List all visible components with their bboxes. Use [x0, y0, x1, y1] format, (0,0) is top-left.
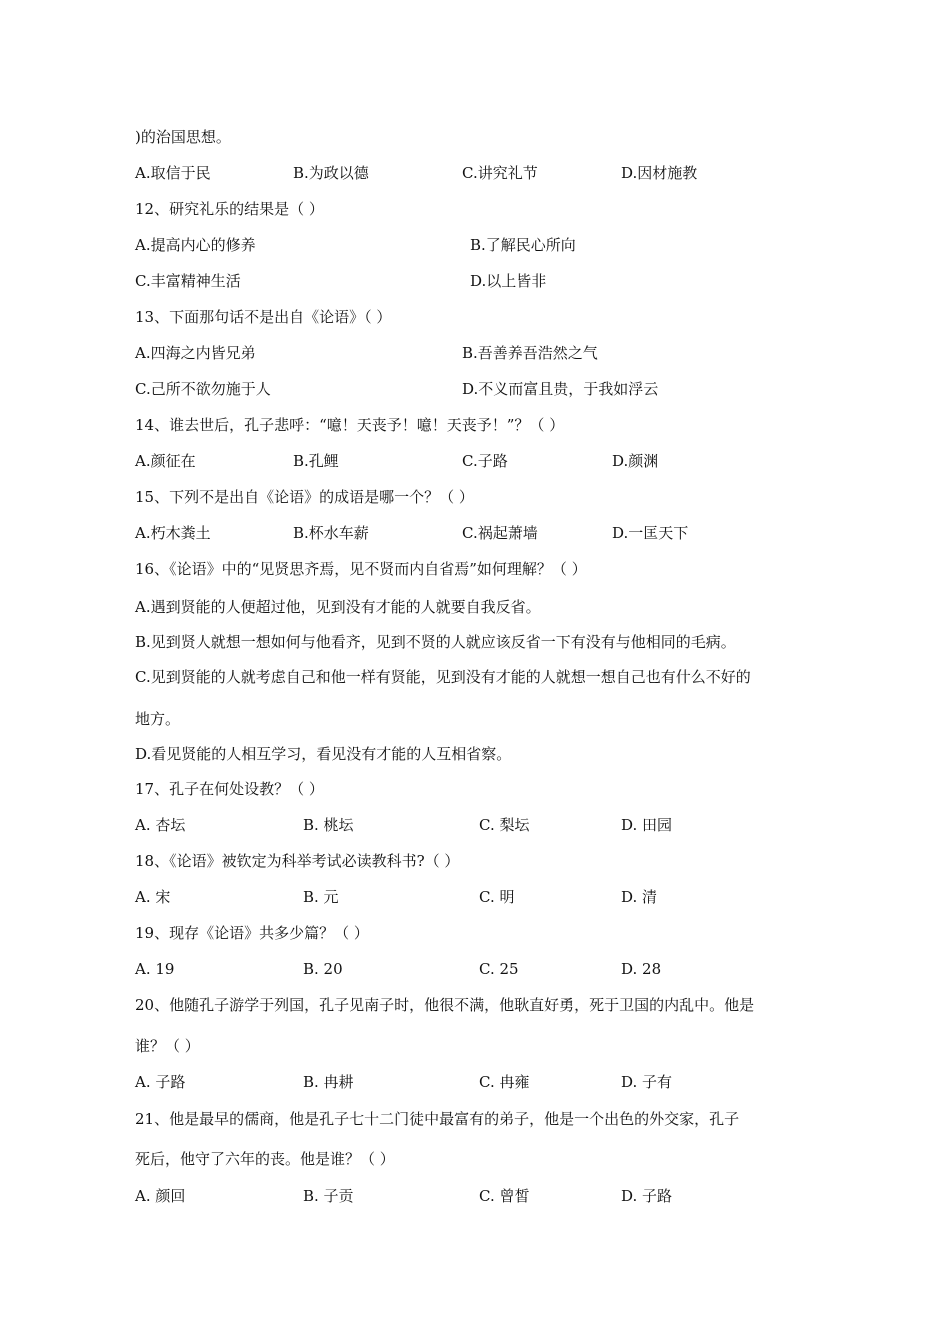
- q13-option-d: D.不义而富且贵，于我如浮云: [462, 380, 659, 398]
- q16-option-c: C.见到贤能的人就考虑自己和他一样有贤能，见到没有才能的人就想一想自己也有什么不好的: [135, 668, 751, 686]
- q20-option-a: A. 子路: [135, 1073, 186, 1091]
- q13-stem: 13、下面那句话不是出自《论语》（ ）: [135, 308, 392, 326]
- q11-option-c: C.讲究礼节: [462, 164, 538, 182]
- q16-option-a: A.遇到贤能的人便超过他，见到没有才能的人就要自我反省。: [135, 598, 541, 616]
- q15-option-d: D.一匡天下: [612, 524, 689, 542]
- q19-option-b: B. 20: [303, 960, 343, 978]
- q17-option-b: B. 桃坛: [303, 816, 354, 834]
- q18-stem: 18、《论语》被钦定为科举考试必读教科书?（ ）: [135, 852, 460, 870]
- q12-option-b: B.了解民心所向: [470, 236, 576, 254]
- q14-stem: 14、谁去世后，孔子悲呼：“噫！天丧予！噫！天丧予！”？（ ）: [135, 416, 565, 434]
- q19-option-d: D. 28: [621, 960, 662, 978]
- q11-option-d: D.因材施教: [621, 164, 698, 182]
- q21-stem: 21、他是最早的儒商，他是孔子七十二门徒中最富有的弟子，他是一个出色的外交家，孔子: [135, 1110, 740, 1128]
- q11-option-b: B.为政以德: [293, 164, 369, 182]
- q13-option-c: C.己所不欲勿施于人: [135, 380, 271, 398]
- q15-stem: 15、下列不是出自《论语》的成语是哪一个？（ ）: [135, 488, 474, 506]
- q18-option-b: B. 元: [303, 888, 339, 906]
- q20-option-b: B. 冉耕: [303, 1073, 354, 1091]
- q20-stem: 20、他随孔子游学于列国，孔子见南子时，他很不满，他耿直好勇，死于卫国的内乱中。他是: [135, 996, 755, 1014]
- q20-option-c: C. 冉雍: [479, 1073, 530, 1091]
- q20-stem-continued: 谁？（ ）: [135, 1037, 200, 1055]
- q21-option-c: C. 曾皙: [479, 1187, 530, 1205]
- q13-option-b: B.吾善养吾浩然之气: [462, 344, 598, 362]
- q11-option-a: A.取信于民: [135, 164, 211, 182]
- q14-option-c: C.子路: [462, 452, 508, 470]
- q14-option-d: D.颜渊: [612, 452, 659, 470]
- q12-option-d: D.以上皆非: [470, 272, 547, 290]
- q16-option-c-continued: 地方。: [135, 710, 181, 728]
- q12-option-c: C.丰富精神生活: [135, 272, 241, 290]
- q15-option-a: A.朽木粪土: [135, 524, 211, 542]
- q12-stem: 12、研究礼乐的结果是（ ）: [135, 200, 324, 218]
- q14-option-b: B.孔鲤: [293, 452, 339, 470]
- q21-option-d: D. 子路: [621, 1187, 673, 1205]
- q16-option-b: B.见到贤人就想一想如何与他看齐，见到不贤的人就应该反省一下有没有与他相同的毛病。: [135, 633, 736, 651]
- q20-option-d: D. 子有: [621, 1073, 673, 1091]
- q15-option-b: B.杯水车薪: [293, 524, 369, 542]
- q14-option-a: A.颜征在: [135, 452, 196, 470]
- q21-option-a: A. 颜回: [135, 1187, 186, 1205]
- q15-option-c: C.祸起萧墙: [462, 524, 538, 542]
- q17-option-a: A. 杏坛: [135, 816, 186, 834]
- q17-option-c: C. 梨坛: [479, 816, 530, 834]
- q18-option-c: C. 明: [479, 888, 515, 906]
- q19-option-c: C. 25: [479, 960, 519, 978]
- q16-stem: 16、《论语》中的“见贤思齐焉，见不贤而内自省焉”如何理解？（ ）: [135, 560, 587, 578]
- q21-option-b: B. 子贡: [303, 1187, 354, 1205]
- q13-option-a: A.四海之内皆兄弟: [135, 344, 256, 362]
- q17-option-d: D. 田园: [621, 816, 673, 834]
- q12-option-a: A.提高内心的修养: [135, 236, 256, 254]
- q19-stem: 19、现存《论语》共多少篇？（ ）: [135, 924, 369, 942]
- q18-option-a: A. 宋: [135, 888, 171, 906]
- q17-stem: 17、孔子在何处设教？（ ）: [135, 780, 324, 798]
- q21-stem-continued: 死后，他守了六年的丧。他是谁？（ ）: [135, 1150, 395, 1168]
- q18-option-d: D. 清: [621, 888, 658, 906]
- question-11-stem-end: )的治国思想。: [135, 128, 231, 146]
- q19-option-a: A. 19: [135, 960, 175, 978]
- q16-option-d: D.看见贤能的人相互学习，看见没有才能的人互相省察。: [135, 745, 512, 763]
